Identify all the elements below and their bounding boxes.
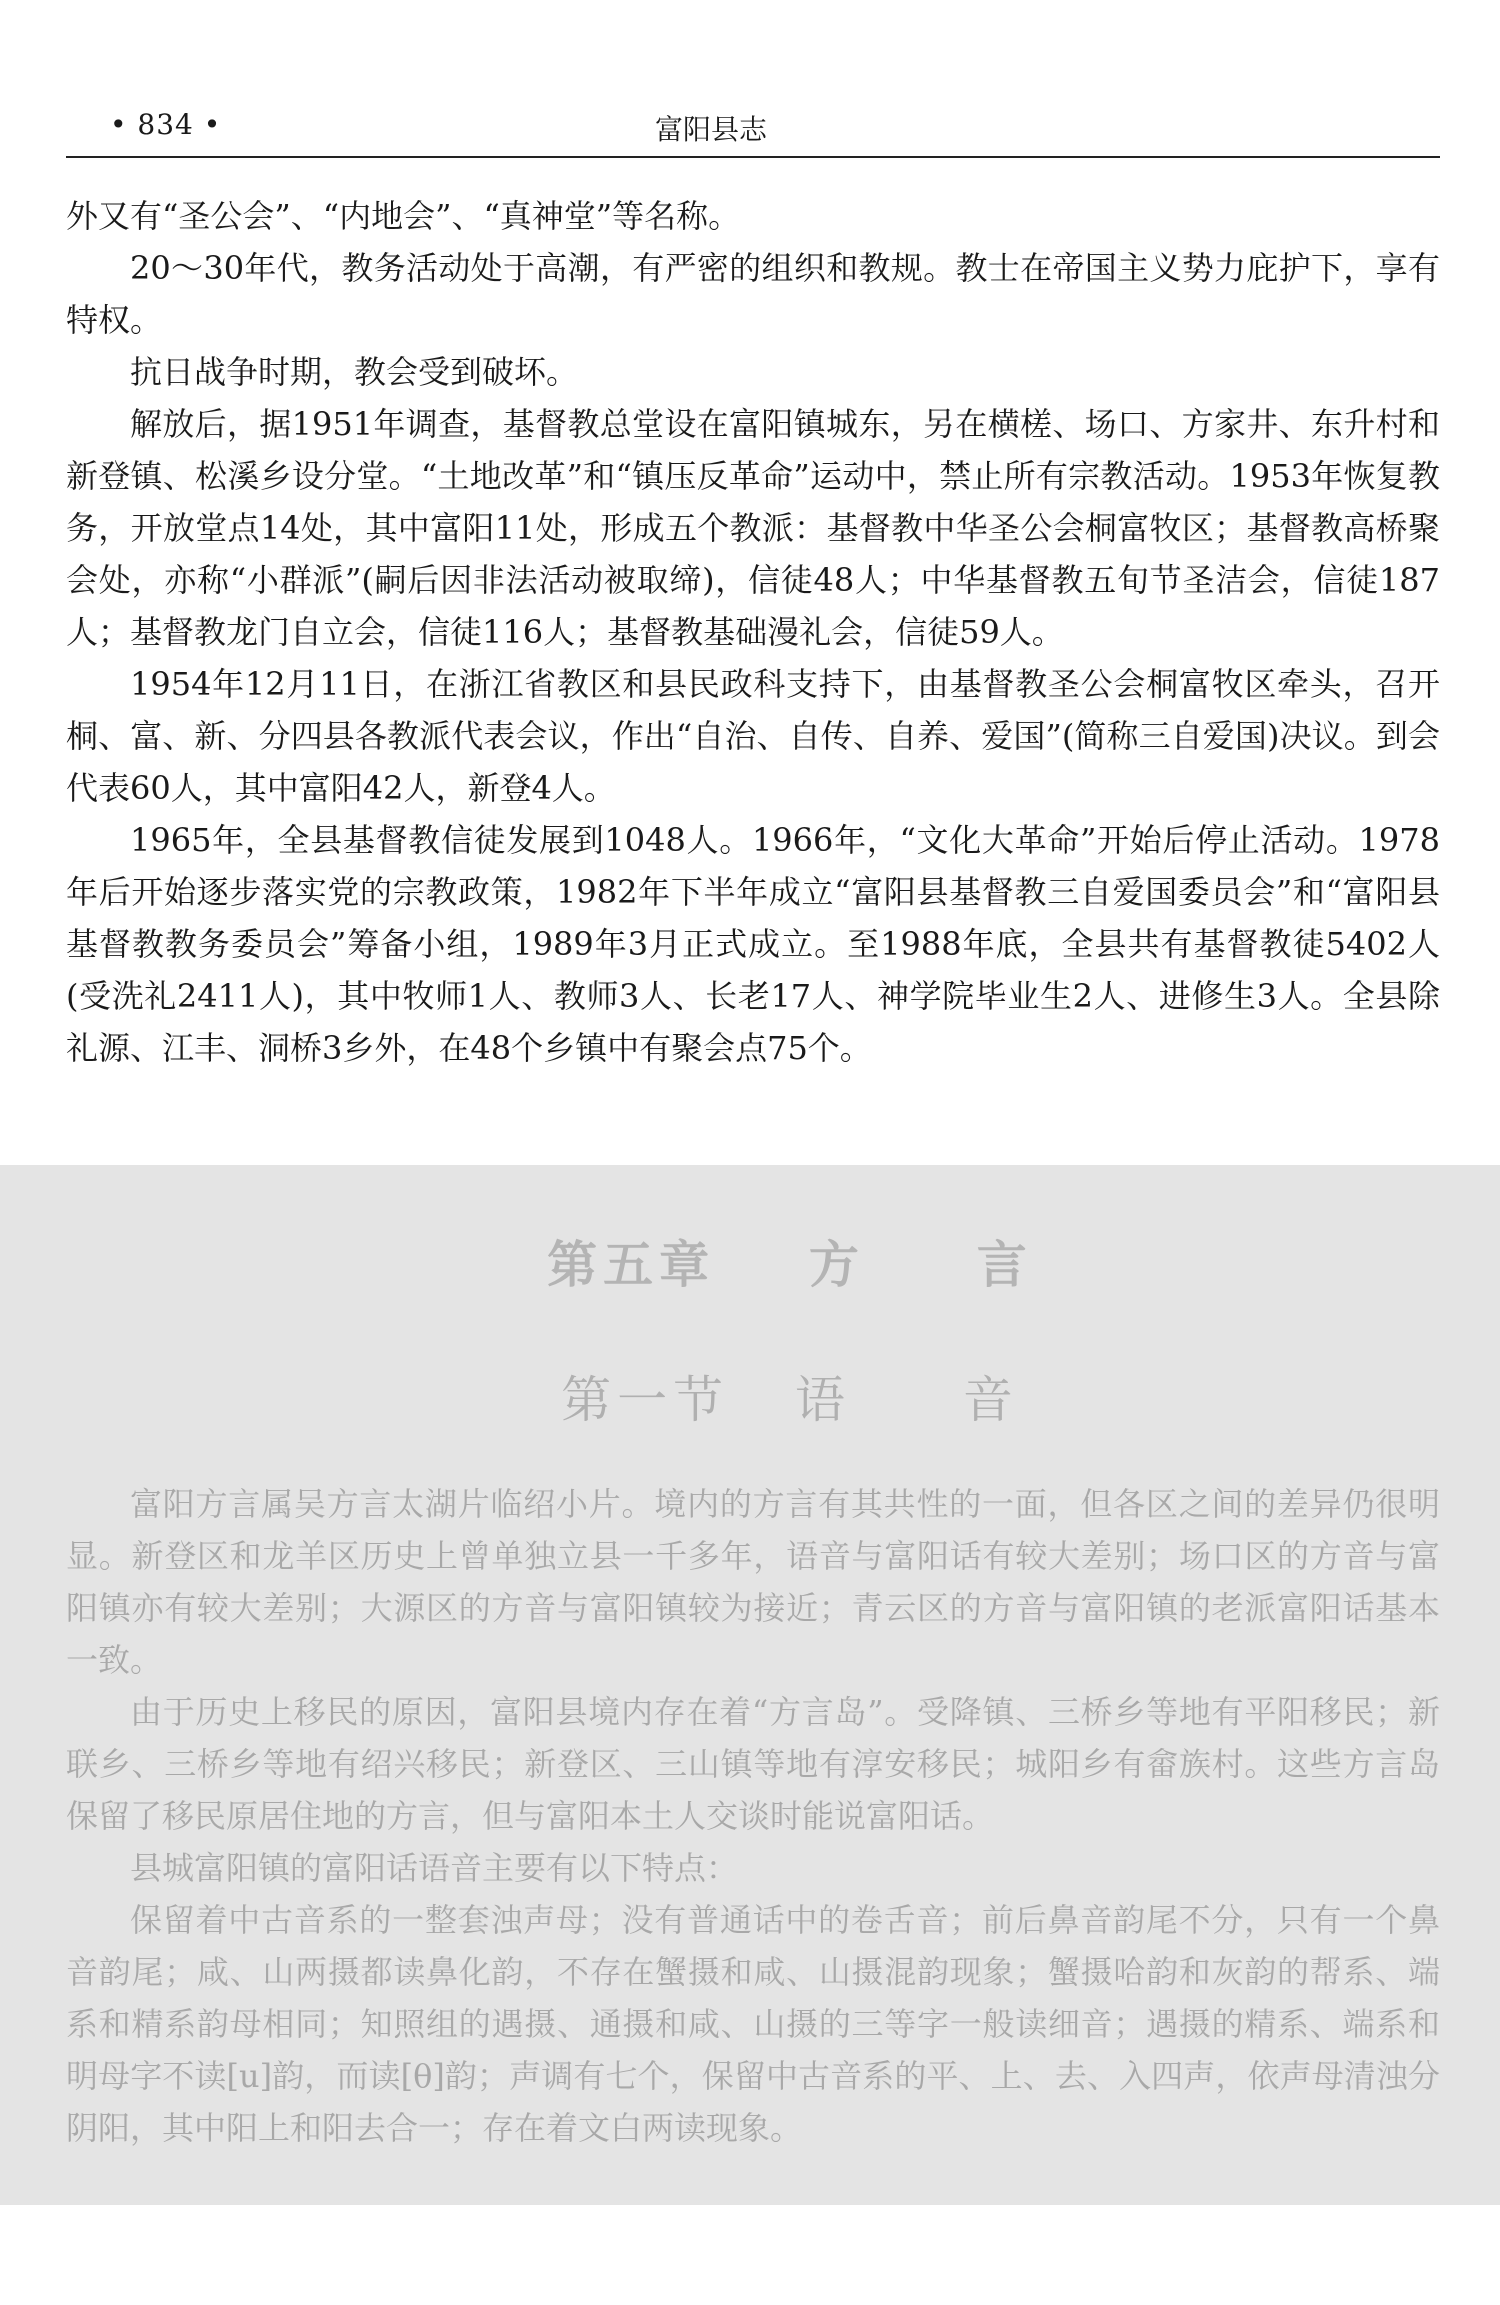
paragraph: 县城富阳镇的富阳话语音主要有以下特点： [130,1849,739,1887]
body-text [66,190,1440,1074]
paragraph: 由于历史上移民的原因，富阳县境内存在着“方言岛”。受降镇、三桥乡等地有平阳移民；新联乡、三桥乡等地有绍兴移民；新登区、三山镇等地有淳安移民；城阳乡有畲族村。这些方言岛保留了移民原居住地的方言，但与富阳本土人交谈时能说富阳话。 [66,1693,1440,1835]
paragraph: 抗日战争时期，教会受到破坏。 [130,353,579,391]
paragraph: 外又有“圣公会”、“内地会”、“真神堂”等名称。 [66,197,741,235]
section-body-text [66,1478,1440,2154]
paragraph: 1954年12月11日，在浙江省教区和县民政科支持下，由基督教圣公会桐富牧区牵头，召开桐、富、新、分四县各教派代表会议，作出“自治、自传、自养、爱国”(简称三自爱国)决议。到会代表60人，其中富阳42人，新登4人。 [66,665,1440,807]
paragraph: 保留着中古音系的一整套浊声母；没有普通话中的卷舌音；前后鼻音韵尾不分，只有一个鼻音韵尾；咸、山两摄都读鼻化韵，不存在蟹摄和咸、山摄混韵现象；蟹摄哈韵和灰韵的帮系、端系和精系韵母相同；知照组的遇摄、通摄和咸、山摄的三等字一般读细音；遇摄的精系、端系和明母字不读[u]韵，而读[θ]韵；声调有七个，保留中古音系的平、上、去、入四声，依声母清浊分阴阳，其中阳上和阳去合一；存在着文白两读现象。 [66,1901,1440,2147]
chapter-name: 方 言 [808,1236,1033,1294]
section-number: 第一节 [561,1371,730,1429]
paragraph: 1965年，全县基督教信徒发展到1048人。1966年，“文化大革命”开始后停止活动。1978年后开始逐步落实党的宗教政策，1982年下半年成立“富阳县基督教三自爱国委员会”和“富阳县基督教教务委员会”筹备小组，1989年3月正式成立。至1988年底，全县共有基督教徒5402人(受洗礼2411人)，其中牧师1人、教师3人、长老17人、神学院毕业生2人、进修生3人。全县除礼源、江丰、洞桥3乡外，在48个乡镇中有聚会点75个。 [66,821,1440,1067]
running-title: 富阳县志 [654,113,767,146]
section-title [0,1360,1500,1432]
paragraph: 20～30年代，教务活动处于高潮，有严密的组织和教规。教士在帝国主义势力庇护下，享有特权。 [66,249,1440,339]
page-header [66,100,1440,158]
chapter-number: 第五章 [547,1236,716,1294]
section-name: 语 音 [794,1371,1019,1429]
paragraph: 富阳方言属吴方言太湖片临绍小片。境内的方言有其共性的一面，但各区之间的差异仍很明显。新登区和龙羊区历史上曾单独立县一千多年，语音与富阳话有较大差别；场口区的方音与富阳镇亦有较大差别；大源区的方音与富阳镇较为接近；青云区的方音与富阳镇的老派富阳话基本一致。 [66,1485,1440,1679]
chapter-title [0,1225,1500,1297]
paragraph: 解放后，据1951年调查，基督教总堂设在富阳镇城东，另在横槎、场口、方家井、东升村和新登镇、松溪乡设分堂。“土地改革”和“镇压反革命”运动中，禁止所有宗教活动。1953年恢复教务，开放堂点14处，其中富阳11处，形成五个教派：基督教中华圣公会桐富牧区；基督教高桥聚会处，亦称“小群派”(嗣后因非法活动被取缔)，信徒48人；中华基督教五旬节圣洁会，信徒187人；基督教龙门自立会，信徒116人；基督教基础漫礼会，信徒59人。 [66,405,1440,651]
page-number: • 834 • [110,108,222,141]
